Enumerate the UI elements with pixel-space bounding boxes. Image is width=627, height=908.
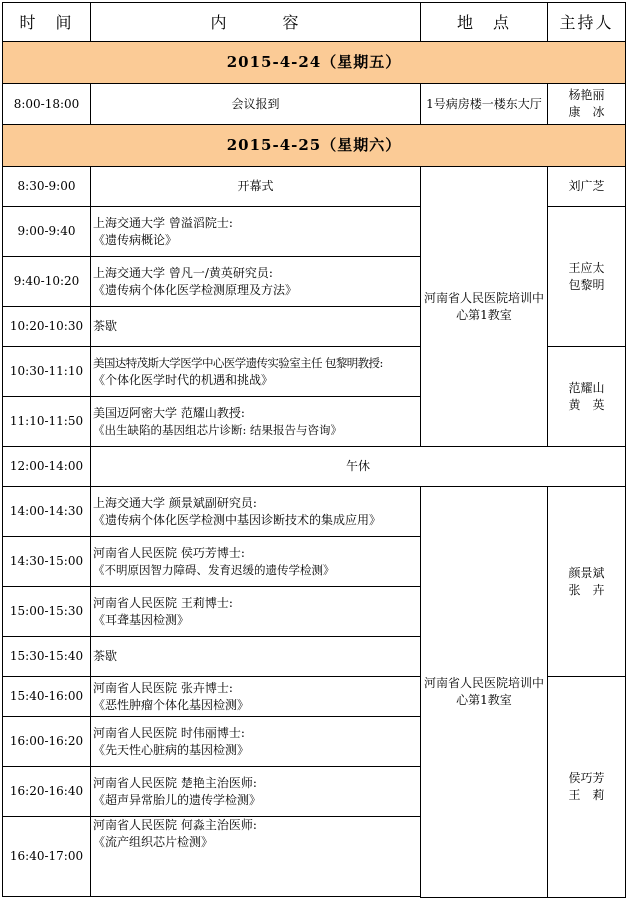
time-cell: 10:30-11:10: [3, 347, 91, 397]
speaker-line: 河南省人民医院 侯巧芳博士:: [93, 545, 245, 560]
place-cell: 河南省人民医院培训中心第1教室: [421, 487, 548, 898]
day2-title: 2015-4-25（星期六）: [3, 125, 626, 167]
topic-line: 《遗传病概论》: [93, 232, 178, 247]
header-place: 地 点: [421, 3, 548, 42]
header-time: 时 间: [3, 3, 91, 42]
time-cell: 16:20-16:40: [3, 767, 91, 817]
host-name: 侯巧芳: [568, 770, 605, 785]
content-cell: [91, 677, 421, 717]
header-content: 内 容: [91, 3, 421, 42]
time-cell: 8:00-18:00: [3, 84, 91, 125]
table-row: [3, 84, 626, 125]
day-heading-row: [3, 125, 626, 167]
content-cell: 开幕式: [91, 167, 421, 207]
table-row: [3, 487, 626, 537]
topic-line: 《耳聋基因检测》: [93, 612, 190, 627]
time-cell: 9:40-10:20: [3, 257, 91, 307]
time-cell: 16:40-17:00: [3, 817, 91, 897]
host-cell: 刘广芝: [548, 167, 626, 207]
topic-line: 《个体化医学时代的机遇和挑战》: [93, 372, 274, 387]
content-cell: [91, 487, 421, 537]
host-name: 范耀山: [568, 380, 605, 395]
host-name: 颜景斌: [568, 565, 605, 580]
speaker-line: 河南省人民医院 时伟丽博士:: [93, 725, 245, 740]
content-cell: 茶歇: [91, 307, 421, 347]
content-cell: 午休: [91, 447, 626, 487]
topic-line: 《遗传病个体化医学检测中基因诊断技术的集成应用》: [93, 512, 382, 527]
speaker-line: 美国达特茂斯大学医学中心医学遗传实验室主任 包黎明教授:: [93, 355, 383, 370]
host-cell: [548, 84, 626, 125]
host-name: 包黎明: [568, 277, 605, 292]
time-cell: 9:00-9:40: [3, 207, 91, 257]
speaker-line: 上海交通大学 颜景斌副研究员:: [93, 495, 257, 510]
host-name: 王 莉: [568, 787, 605, 802]
topic-line: 《出生缺陷的基因组芯片诊断: 结果报告与咨询》: [93, 422, 343, 437]
speaker-line: 河南省人民医院 楚艳主治医师:: [93, 775, 257, 790]
time-cell: 12:00-14:00: [3, 447, 91, 487]
content-cell: [91, 717, 421, 767]
content-cell: 茶歇: [91, 637, 421, 677]
time-cell: 10:20-10:30: [3, 307, 91, 347]
time-cell: 14:30-15:00: [3, 537, 91, 587]
time-cell: 15:00-15:30: [3, 587, 91, 637]
spacer-cell: [3, 897, 91, 898]
time-cell: 8:30-9:00: [3, 167, 91, 207]
time-cell: 15:30-15:40: [3, 637, 91, 677]
topic-line: 《超声异常胎儿的遗传学检测》: [93, 792, 262, 807]
content-cell: [91, 257, 421, 307]
day-heading-row: [3, 42, 626, 84]
content-cell: [91, 587, 421, 637]
table-row: [3, 447, 626, 487]
speaker-line: 上海交通大学 曾凡一/黄英研究员:: [93, 265, 273, 280]
time-cell: 14:00-14:30: [3, 487, 91, 537]
table-row: [3, 167, 626, 207]
content-cell: [91, 767, 421, 817]
content-cell: [91, 347, 421, 397]
header-host: 主持人: [548, 3, 626, 42]
host-name: 王应太: [568, 260, 605, 275]
day1-title: 2015-4-24（星期五）: [3, 42, 626, 84]
schedule-table: [2, 2, 626, 898]
topic-line: 《流产组织芯片检测》: [93, 835, 214, 849]
place-cell: 河南省人民医院培训中心第1教室: [421, 167, 548, 447]
content-cell: [91, 537, 421, 587]
host-cell: [548, 677, 626, 898]
time-cell: 16:00-16:20: [3, 717, 91, 767]
time-cell: 15:40-16:00: [3, 677, 91, 717]
speaker-line: 河南省人民医院 何淼主治医师:: [93, 818, 257, 832]
content-cell: [91, 397, 421, 447]
content-cell: [91, 817, 421, 897]
host-name: 张 卉: [568, 582, 605, 597]
time-cell: 11:10-11:50: [3, 397, 91, 447]
header-row: [3, 3, 626, 42]
host-cell: [548, 347, 626, 447]
content-cell: 会议报到: [91, 84, 421, 125]
topic-line: 《先天性心脏病的基因检测》: [93, 742, 250, 757]
speaker-line: 上海交通大学 曾溢滔院士:: [93, 215, 233, 230]
host-cell: [548, 487, 626, 677]
place-cell: 1号病房楼一楼东大厅: [421, 84, 548, 125]
speaker-line: 河南省人民医院 张卉博士:: [93, 680, 233, 695]
topic-line: 《不明原因智力障碍、发育迟缓的遗传学检测》: [93, 562, 335, 577]
speaker-line: 美国迈阿密大学 范耀山教授:: [93, 405, 245, 420]
speaker-line: 河南省人民医院 王莉博士:: [93, 595, 233, 610]
host-name: 黄 英: [568, 397, 605, 412]
host-name: 康 冰: [568, 105, 605, 119]
content-cell: [91, 207, 421, 257]
spacer-cell: [91, 897, 421, 898]
host-cell: [548, 207, 626, 347]
topic-line: 《遗传病个体化医学检测原理及方法》: [93, 282, 298, 297]
host-name: 杨艳丽: [568, 88, 605, 102]
topic-line: 《恶性肿瘤个体化基因检测》: [93, 697, 250, 712]
